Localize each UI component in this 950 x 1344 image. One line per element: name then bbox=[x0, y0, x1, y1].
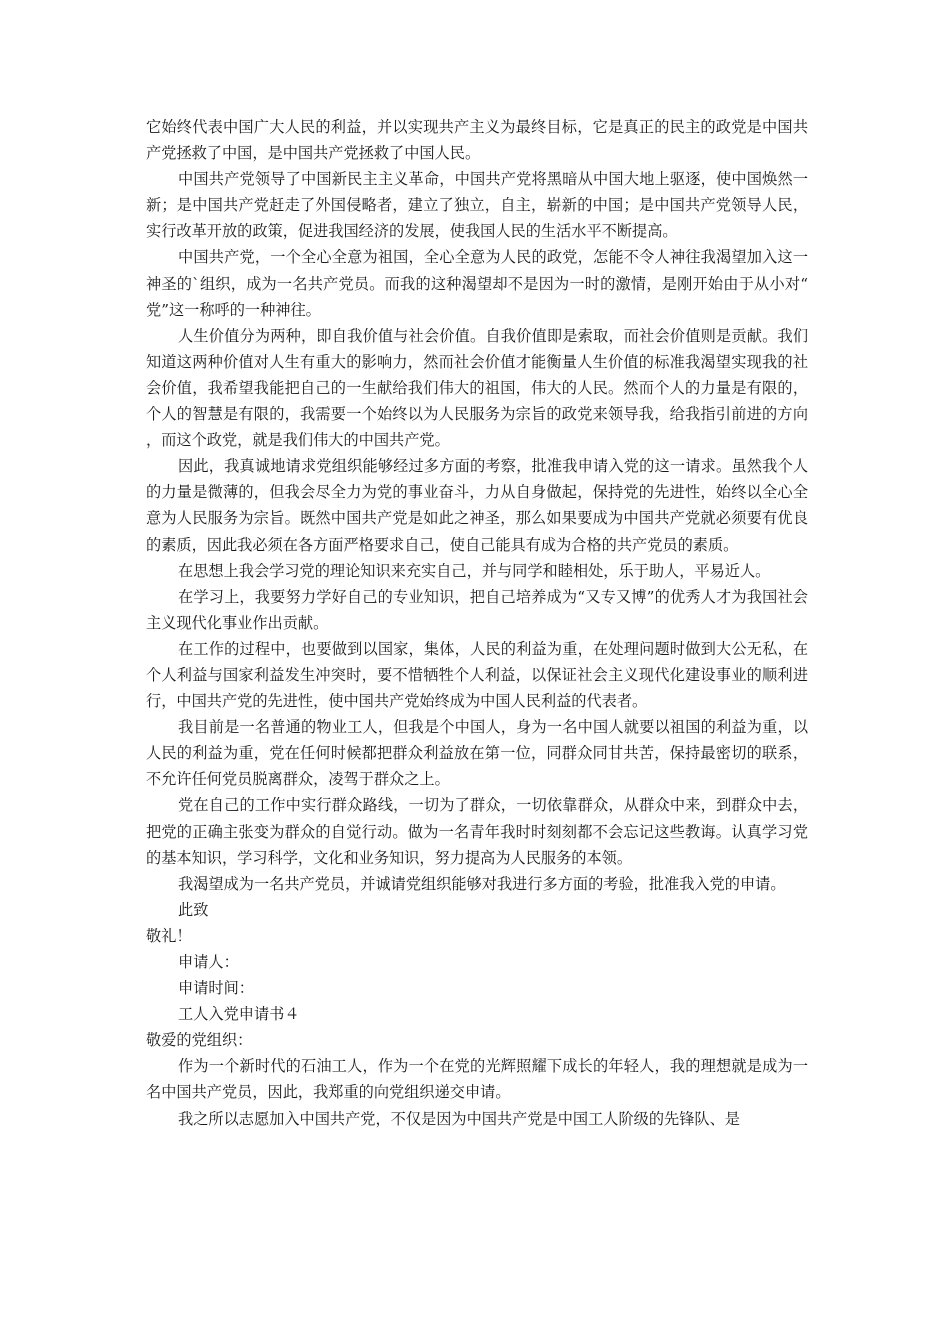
paragraph: 我之所以志愿加入中国共产党，不仅是因为中国共产党是中国工人阶级的先锋队、是 bbox=[178, 1109, 740, 1128]
paragraph: 我渴望成为一名共产党员，并诚请党组织能够对我进行多方面的考验，批准我入党的申请。 bbox=[178, 874, 786, 893]
greeting: 敬爱的党组织： bbox=[146, 1031, 253, 1050]
paragraph: 党在自己的工作中实行群众路线，一切为了群众，一切依靠群众，从群众中来，到群众中去，把党的正确主张变为群众的自觉行动。做为一名青年我时时刻刻都不会忘记这些教诲。认真学习党的基本知识，学习科学，文化和业务知识，努力提高为人民服务的本领。 bbox=[146, 796, 808, 867]
paragraph: 它始终代表中国广大人民的利益，并以实现共产主义为最终目标，它是真正的民主的政党是中国共产党拯救了中国，是中国共产党拯救了中国人民。 bbox=[146, 118, 808, 163]
paragraph: 我目前是一名普通的物业工人，但我是个中国人，身为一名中国人就要以祖国的利益为重，以人民的利益为重，党在任何时候都把群众利益放在第一位，同群众同甘共苦，保持最密切的联系，不允许任何党员脱离群众，凌驾于群众之上。 bbox=[146, 718, 808, 789]
paragraph: 在工作的过程中，也要做到以国家，集体，人民的利益为重，在处理问题时做到大公无私，在个人利益与国家利益发生冲突时，要不惜牺牲个人利益，以保证社会主义现代化建设事业的顺利进行，中国共产党的先进性，使中国共产党始终成为中国人民利益的代表者。 bbox=[146, 639, 808, 711]
paragraph: 中国共产党，一个全心全意为祖国，全心全意为人民的政党，怎能不令人神往我渴望加入这一神圣的`组织，成为一名共产党员。而我的这种渴望却不是因为一时的激情，是刚开始由于从小对“党”这一称呼的一种神往。 bbox=[146, 248, 808, 319]
closing-respect: 敬礼！ bbox=[146, 926, 192, 945]
paragraph: 在思想上我会学习党的理论知识来充实自己，并与同学和睦相处，乐于助人，平易近人。 bbox=[178, 561, 771, 580]
application-date-label: 申请时间： bbox=[178, 979, 254, 998]
document-body bbox=[146, 114, 808, 1132]
section-title: 工人入党申请书４ bbox=[178, 1005, 300, 1024]
paragraph: 中国共产党领导了中国新民主主义革命，中国共产党将黑暗从中国大地上驱逐，使中国焕然一新；是中国共产党赶走了外国侵略者，建立了独立，自主，崭新的中国；是中国共产党领导人民，实行改革开放的政策，促进我国经济的发展，使我国人民的生活水平不断提高。 bbox=[146, 170, 808, 241]
applicant-label: 申请人： bbox=[178, 953, 239, 971]
paragraph: 在学习上，我要努力学好自己的专业知识，把自己培养成为“又专又博”的优秀人才为我国社会主义现代化事业作出贡献。 bbox=[146, 587, 808, 632]
paragraph: 人生价值分为两种，即自我价值与社会价值。自我价值即是索取，而社会价值则是贡献。我们知道这两种价值对人生有重大的影响力，然而社会价值才能衡量人生价值的标准我渴望实现我的社会价值，我希望我能把自己的一生献给我们伟大的祖国，伟大的人民。然而个人的力量是有限的，个人的智慧是有限的，我需要一个始终以为人民服务为宗旨的政党来领导我，给我指引前进的方向，而这个政党，就是我们伟大的中国共产党。 bbox=[146, 326, 808, 450]
closing-salutation: 此致 bbox=[178, 900, 209, 919]
paragraph: 作为一个新时代的石油工人，作为一个在党的光辉照耀下成长的年轻人，我的理想就是成为一名中国共产党员，因此，我郑重的向党组织递交申请。 bbox=[146, 1057, 808, 1102]
paragraph: 因此，我真诚地请求党组织能够经过多方面的考察，批准我申请入党的这一请求。虽然我个人的力量是微薄的，但我会尽全力为党的事业奋斗，力从自身做起，保持党的先进性，始终以全心全意为人民服务为宗旨。既然中国共产党是如此之神圣，那么如果要成为中国共产党就必须要有优良的素质，因此我必须在各方面严格要求自己，使自己能具有成为合格的共产党员的素质。 bbox=[146, 457, 808, 554]
